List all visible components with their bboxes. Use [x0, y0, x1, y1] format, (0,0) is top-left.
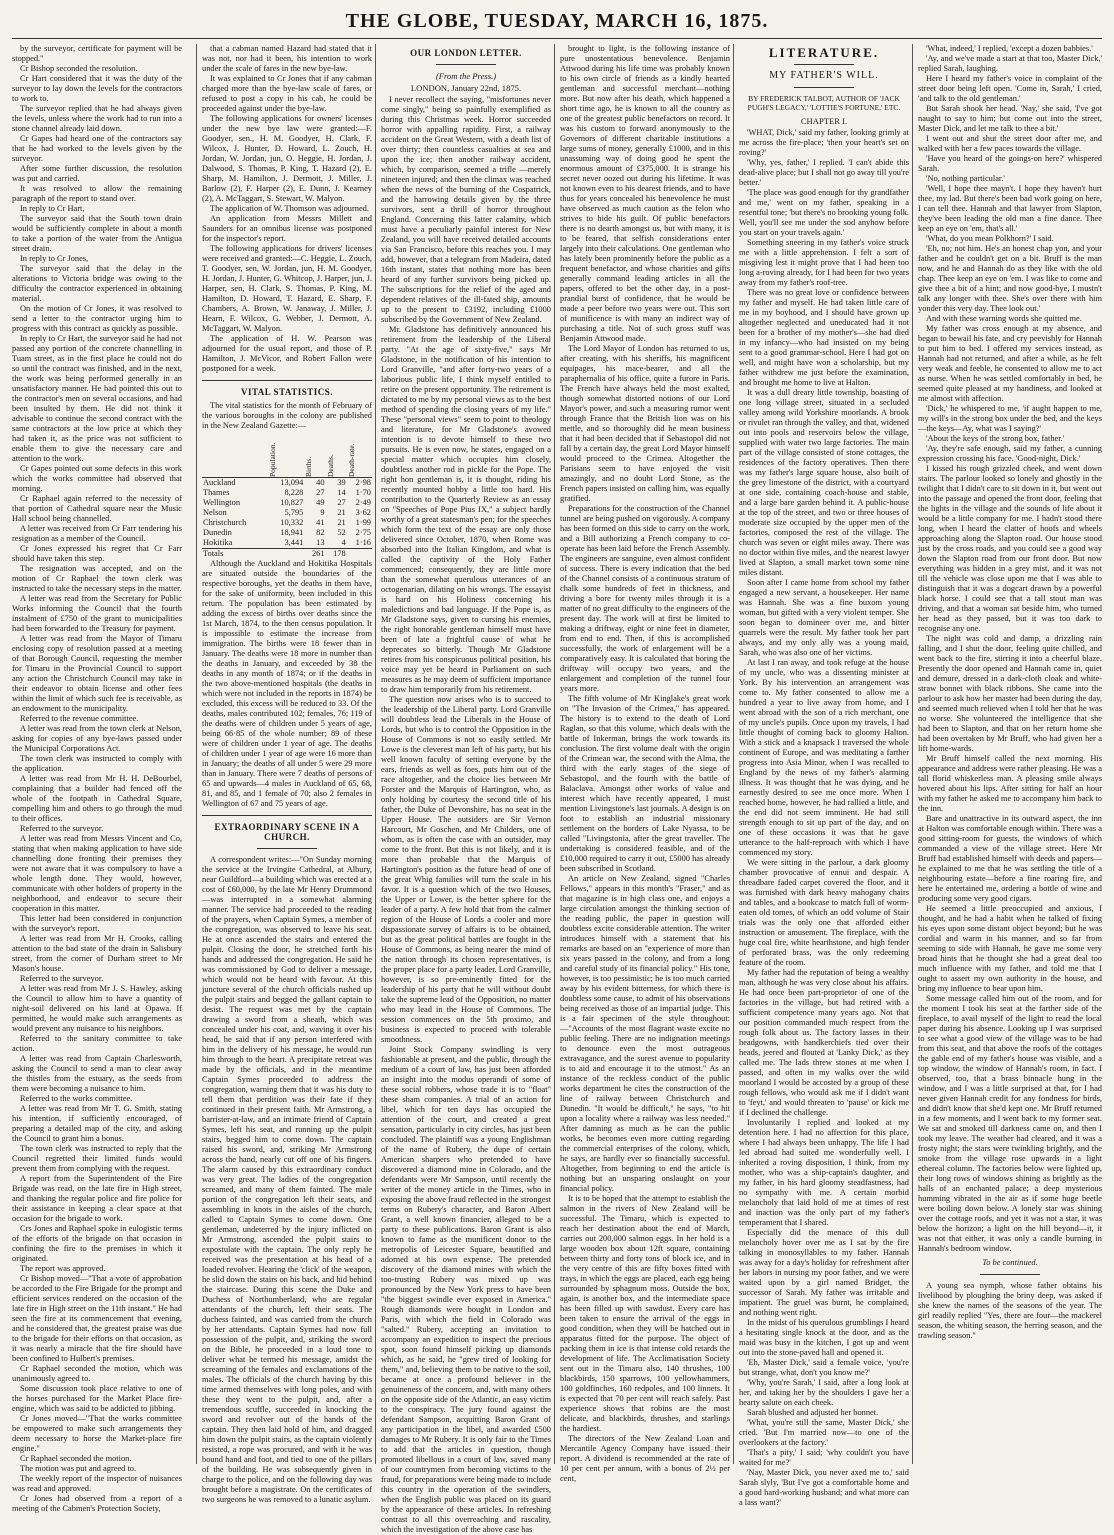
paragraph: Referred to the works committee.	[20, 1094, 133, 1103]
table-cell: 40	[316, 478, 325, 487]
headline-rule	[436, 64, 496, 65]
table-header	[202, 431, 268, 478]
paragraph: The motion was put and agreed to.	[20, 1464, 137, 1473]
paragraph: Referred to the sanitary committee to take action.	[12, 1034, 182, 1053]
table-cell	[347, 549, 372, 560]
table-cell: 2·98	[355, 478, 371, 487]
paragraph: Bare and unattractive in its outward aspect, the inn at Halton was comfortable enough within. There was a good sitting-room for guests, the windows of which commanded a view of the village street. Here Mr Bruff had established himself with deeds and papers—he explained to me that he was settling the title of a neighbouring estate—before a fine roaring fire, and here he entertained me, ordering a bottle of wine and producing some very good cigars.	[918, 814, 1102, 903]
literature-section-heading: LITERATURE.	[768, 45, 880, 60]
paragraph: The Lord Mayor of London has returned to us, after creating, with his sheriffs, his magnificent equipages, his mace-bearer, and all the paraphernalia of his office, quite a furore in Paris. The French have always held the most exalted, though somewhat distorted notions of our Lord Mayor's power, and such a measuring rumor went through France that the British lion was on his mettle, and so thoroughly did he mean business that it had been decided that if Sebastopol did not fall by a certain day, the great Lord Mayor himself would proceed to the Crimea. Altogether the Parisians seem to have enjoyed the visit amazingly, and no doubt Lord Stone, as the French papers insisted on calling him, was equally gratified.	[560, 344, 730, 503]
paragraph: 'The place was good enough for thy grandfather and me,' went on my father, speaking in a resentful tone; 'but there's no brooking young folk. Well, you'll see me under the sod anyhow before you start on your travels again.'	[739, 188, 909, 237]
paragraph: The surveyor replied that he had always given the levels, unless where the work had to run into a stone channel already laid down.	[12, 104, 182, 133]
paragraph: Preparations for the construction of the Channel tunnel are being pushed on vigorously. A company has been formed on this side to carry on the work, and a Bill authorizing a French company to co-operate has been laid before the French Assembly. The engineers are sanguine, even almost confident of success. There is every indication that the bed of the Channel consists of a continuous stratum of chalk some hundreds of feet in thickness, and driving a bore for twenty miles through it is a matter of no great difficulty to the engineers of the present day. The work will at first be limited to making a driftway, eight or nine feet in diameter, from end to end. Then, if this is accomplished successfully, the work of enlargement will be a comparatively easy. It is calculated that boring the driftway will occupy two years, and the enlargement and completion of the tunnel four years more.	[560, 504, 730, 693]
table-row	[202, 498, 372, 508]
paragraph: The application of H. W. Pearson was adjourned for the usual report, and those of P. Hamilton, J. McVicor, and Robert Fallon were postponed for a week.	[202, 334, 372, 373]
paragraph: In reply to Cr Jones,	[20, 254, 89, 263]
section-rule	[980, 1274, 1040, 1275]
paragraph: 'Ay, they're safe enough, said my father, a cunning expression crossing his face. 'Good-night, Dick.'	[918, 444, 1102, 463]
paragraph: It was a dull dreary little township, boasting of one long village street, situated in a secluded valley among wild Yorkshire moorlands. A brook or rivulet ran through the valley, and that, widened out into pools and reservoirs below the village, supplied with water two large factories. The main part of the village consisted of stone cottages, the residences of the factory operatives. Then there was my father's large square house, also built of the grey limestone of the district, with a courtyard at one side, containing coach-house and stable, and a large bare garden behind it. A public-house at the top of the street, and two or three houses of moderate size occupied by the upper men of the factories, composed the rest of the village. The church was seven or eight miles away. There was no doctor within five miles, and the nearest lawyer lived at Slapton, a small market town some nine miles distant.	[739, 388, 910, 577]
paragraph: 'Have you heard of the goings-on here?' whispered Sarah.	[918, 154, 1102, 173]
paragraph: On the motion of Cr Jones, it was resolved to send a letter to the contractor urging him to progress with this contract as quickly as possible.	[12, 304, 182, 333]
table-cell: 82	[316, 528, 325, 537]
paragraph: Although the Auckland and Hokitika Hospitals are situated outside the boundaries of the respective boroughs, yet the deaths in them have, for the sake of uniformity, been included in this return. The population has been estimated by adding the excess of births over deaths since the 1st March, 1874, to the then census population. It is impossible to estimate the increase from immigration. The births were 18 fewer than in January. The deaths were 18 more in number than the deaths in January, and exceeded by 38 the deaths in any month of 1874; or if the deaths in the two above-mentioned hospitals (the deaths in which were not included in the reports in 1874) be excluded, this excess will be reduced to 33. Of the deaths, males contributed 102; females, 76; 119 of the deaths were of children under 5 years of age, being 66·85 of the whole number; 89 of these were of children under 1 year of age. The deaths of children under 1 year of age were 16 more than in January; the deaths of all under 5 were 29 more than in January. There were 7 deaths of persons of 65 and upwards—4 males in Auckland of 65, 68, 81, and 85, and 1 female of 70; also 2 females in Wellington of 67 and 75 years of age.	[202, 559, 372, 808]
section-rule	[202, 815, 372, 816]
table-row	[202, 538, 372, 549]
paragraph: Mr Bruff himself called the next morning. His appearance and address were rather pleasing. He was a tall florid whiskerless man. A pleasing smile always hovered about his lips. After sitting for half an hour with my father he asked me to accompany him back to the inn.	[918, 754, 1102, 813]
paragraph: brought to light, is the following instance of pure unostentatious benevolence. Benjamin Attwood during his life time was probably known to his own circle of friends as a kindly hearted gentleman and successful merchant—nothing more. But now after his death, which happened a short time ago, he is known to all the country as one of the greatest public benefactors on record. It was his custom to forward anonymously to the Governors of different charitable institutions a large sums of money, generally £1000, and in this unassuming way of doing good he spent the enormous amount of £375,000. It is strange his secret never oozed out during his lifetime. It was not known even to his dearest friends, and to have thus for years concealed his benevolence he must have observed as much caution as the felon who strives to hide his guilt. Of public benefactors there is no dearth amongst us, but with many, it is to be feared, that selfish considerations enter largely into their calculations. One gentleman who has lately been prominently before the public as a frequent benefactor, and whose charities and gifts generally command leading articles in all the papers, offered to bet the other day, in a post-prandial burst of confidence, that he would be made a peer before two years were out. This sort of munificence is with many an indirect way of purchasing a title. Not of such gross stuff was Benjamin Attwood made.	[560, 44, 730, 343]
table-cell: Auckland	[203, 478, 236, 487]
paragraph: Crs Jones and Raphael spoke in eulogistic terms of the efforts of the brigade on that occasion in confining the fire to the premises in which it originated.	[12, 1224, 182, 1263]
masthead-rule	[12, 38, 1102, 39]
table-cell: 3·62	[355, 508, 371, 517]
headline-rule	[794, 64, 854, 65]
table-cell: Totals	[202, 549, 268, 560]
column-3	[381, 44, 551, 1534]
paragraph: At last I ran away, and took refuge at the house of my uncle, who was a dissenting minister at York. By his intervention an arrangement was come to. My father consented to allow me a hundred a year to live away from home, and I went abroad with the son of a rich merchant, one of my uncle's pupils. Once upon my travels, I had little thought of coming back to gloomy Halton. With a stick and a knapsack I traversed the whole continent of Europe, and was meditating a farther progress into Asia Minor, when I was recalled to England by the news of my father's alarming illness. It was thought that he was dying, and he earnestly desired to see me once more. When I reached home, however, he had rallied a little, and the end did not seem imminent. He had still strength enough to sit up part of the day, and on one of these occasions it was that he gave utterance to the half-reproach with which I have commenced my story.	[739, 658, 909, 857]
paragraph: 'What, do you mean Polkhorn?' I said.	[926, 234, 1054, 243]
paragraph: The surveyor said that the South town drain would be sufficiently complete in about a month to take a portion of the water from the Antigua street drain.	[12, 214, 182, 253]
table-row	[202, 488, 372, 498]
london-letter-headline: OUR LONDON LETTER.	[410, 48, 522, 58]
table-cell: 52	[337, 528, 346, 537]
table-row	[202, 478, 372, 489]
paragraph: 'No, nothing particular.'	[926, 174, 1005, 183]
table-cell: 2·75	[355, 528, 371, 537]
table-row	[202, 528, 372, 538]
table-cell: 41	[316, 518, 325, 527]
paragraph: The following applications for owners' licenses under the new bye law were granted:—F. Goodyer, sen., H. M. Goodyer, H. Clark, F. Wilcox, J. Hunter, D. Howard, L. Zouch, H. Jordan, W. Jordan, jun, O. Heggie, H. Jordan, J. Dalwood, S. Thomas, P. King, T. Hazard (2), E. Sharp, M. Hamilton, J. Dermott, J. Miller, J. Barlow (2), F. Harper (2), E. Dunn, J. Kearney (2), A. McTaggart, S. Stewart, W. Malyon.	[202, 114, 372, 203]
table-header	[304, 431, 325, 478]
paragraph: But Sarah shook her head. 'Nay,' she said, 'I've got naught to say to him; but come out into the street, Master Dick, and let me talk to thee a bit.'	[918, 104, 1102, 133]
paragraph: A letter was read from the Secretary for Public Works informing the Council that the fourth instalment of £750 of the grant to municipalities had been forwarded to the Treasury for payment.	[12, 594, 182, 633]
column-5	[739, 44, 910, 1507]
table-row	[202, 518, 372, 528]
paragraph: Mr. Gladstone has definitively announced his retirement from the leadership of the Liberal party. "At the age of sixty-five," says Mr Gladstone, in the notification of his intention to Lord Granville, "and after forty-two years of a laborious public life, I think myself entitled to retire on the present opportunity. The retirement is dictated to me by my personal views as to the best method of spending the closing years of my life." These "personal views" seem to point to theology and literature, for Mr Gladstone's avowed intention is to devote himself to these two pursuits. He is even now, he states, engaged on a special matter which occupies him closely, doubtless another rod in pickle for the Pope. The right hon gentleman is, it is thought, riding his recently mounted hobby a little too hard. His contribution to the Quarterly Review as an essay on "Speeches of Pope Pius IX," a subject hardly worthy of a great statesman's pen; for the speeches which form the text of the essay are only those delivered since October, 1870, when Rome was absorbed into the Italian Kingdom, and what is called the captivity of the Holy Father commenced; consequently, they are little more than the somewhat querulous utterances of an octogenarian, dilating on his wrongs. The essayist is hard on his Holiness concerning his maledictions and bad language. If the Pope is, as Mr Gladstone says, given to cursing his enemies, the right honorable gentleman himself must have been of late a frightful cause of what he deprecates so bitterly. Though Mr Gladstone retires from his conspicuous political position, his voice may yet be heard in Parliament on such measures as he may deem of sufficient importance to draw him temporarily from his retirement.	[381, 325, 551, 694]
table-cell: 4	[341, 538, 346, 547]
london-letter-article	[381, 95, 551, 1535]
church-scene-article	[202, 855, 372, 1505]
paragraph: He seemed a little preoccupied and anxious, I thought, and he had a habit when he talked of fixing his eyes upon some distant object beyond; but he was cordial and warm in his manner, and so far from seeming to side with Hannah, he gave me some very broad hints that he thought she had a great deal too much influence with my father, and told me that I ought to assert my own authority in the house, and bring my influence to bear upon him.	[918, 904, 1102, 993]
paragraph: Cr Bishop seconded the resolution.	[20, 64, 138, 73]
chapter-heading: CHAPTER I.	[800, 116, 848, 126]
paragraph: There was no great love or confidence between my father and myself. He had taken little care of me in my boyhood, and I should have grown up altogether neglected and uneducated had it not been for a brother of my mother's—she had died in my infancy—who had insisted on my being sent to a good grammar-school. Here I had got on well, and might have won a scholarship, but my father withdrew me just before the examination, and brought me home to live at Halton.	[739, 288, 909, 387]
paragraph: Cr Raphael again referred to the necessity of that portion of Cathedral square near the Music Hall school being channelled.	[12, 494, 182, 523]
newspaper-title: THE GLOBE, TUESDAY, MARCH 16, 1875.	[345, 10, 769, 32]
paragraph: The following applications for drivers' licenses were received and granted:—C. Heggie, L. Zouch, T. Goodyer, sen, W. Jordan, jun, H. M. Goodyer, H. Jordan, J. Hunter, G. Whitcop, J. Harper, jun, J. Harper, sen, H. Clark, S. Thomas, P. King, M. Hamilton, D. Howard, T. Hazard, E. Sharp, F. Chambers, A. Brown, W. Janaway, J. Miller, J. Hearn, F. Wilcox, G. Webber, J. Dermott, A. McTaggart, W. Malyon.	[202, 244, 372, 333]
paragraph: Something sneering in my father's voice struck me with a little apprehension. I felt a sort of misgiving lest it might prove that I had been too long a-roving already, for I had been for two years away from my father's roof-tree.	[739, 238, 909, 287]
paragraph: It is to be hoped that the attempt to establish the salmon in the rivers of New Zealand will be successful. The Timaru, which is expected to reach her destination about the end of March, carries out 200,000 salmon eggs. In her hold is a large wooden box about 12ft square, containing between thirty and forty tons of block ice, and in the very centre of this are fifty boxes fitted with trays, in which the eggs are placed, each egg being surrounded by sphagnum moss. Outside the box, again, is another box, and the intermediate space has been filled up with sawdust. Every care has been taken to ensure the arrival of the eggs in good condition, when they will be hatched out in apparatus fitted for the purpose. The object of packing them in ice is that intense cold retards the development of life. The Acclimatisation Society sent out in the Timaru also, 140 thrushes, 100 blackbirds, 150 sparrows, 100 yellowhammers, 100 goldfinches, 160 redpoles, and 100 linnets. It is expected that 70 per cent will reach safely. Past experience shows that robins are the most delicate, and blackbirds, thrushes, and starlings the hardiest.	[560, 1194, 730, 1433]
table-cell: 261	[304, 549, 325, 560]
filler-anecdote: A young sea nymph, whose father obtains his livelihood by ploughing the briny deep, was asked if she knew the names of the seasons of the year. The girl readily replied "Yes, there are four—the mackerel season, the whiting season, the herring season, and the trawling season."	[918, 1281, 1102, 1340]
paragraph: 'About the keys of the strong box, father.'	[926, 434, 1065, 443]
table-header-label: Deaths.	[325, 454, 335, 477]
paragraph: A letter was read from the town clerk at Nelson, asking for copies of any bye-laws passed under the Municipal Corporations Act.	[12, 724, 182, 753]
table-header	[326, 431, 347, 478]
paragraph: that a cabman named Hazard had stated that it was not, nor had it been, his intention to work under the scale of fares in the new bye-law.	[202, 44, 372, 73]
paragraph: Some message called him out of the room, and for the moment I took his seat at the farther side of the fireplace, to avail myself of the light to read the local paper during his absence. Looking up I was surprised to see what a good view of the village was to be had from this seat, and that above the roofs of the cottages the gable end of my father's house was visible, and a top window, the window of Hannah's room, in fact. I observed, too, that a brass binnacle hung in the window, and I was a little surprised at that, for I had never given Hannah credit for any fondness for birds, and didn't know that she'd kept one. Mr Bruff returned in a few moments, and I went back to my former seat. We sat and smoked till darkness came on, and then I took my leave. The weather had cleared, and it was a frosty night; the stars were twinkling brightly, and the smoke from the village rose upwards in a light ethereal column. The factories below were lighted up, their long rows of windows shining as brightly as the halls of an enchanted palace; a deep mysterious humming vibrated in the air as if some huge beetle were boiling down below. A lonely star was shining over the cottage roofs, and yet it was not a star, it was below the horizon; a light on the hill beyond—it, it was not that either, it was only a candle burning in Hannah's bedroom window.	[918, 994, 1102, 1253]
table-cell: 1·70	[355, 488, 371, 497]
paragraph: Cr Gapes pointed out some defects in this work which the works committee had observed that morning.	[12, 464, 182, 493]
paragraph: A correspondent writes:—"On Sunday morning the service at the Irvingite Cathedral, at Albury, near Guildford—a building which was erected at a cost of £60,000, by the late Mr Henry Drummond—was interrupted in a somewhat alarming manner. The service had proceeded to the reading of the prayers, when Captain Symes, a member of the congregation, was observed to leave his seat. He at once ascended the stairs and entered the pulpit. Closing the door, he stretched forth his hands and addressed the congregation. He said he was commissioned by God to deliver a message, which would not be heard with favour. At this juncture several of the church officials rushed up the pulpit stairs and begged the gallant captain to desist. The request was met by the captain drawing a sword from a sheath, which was concealed under his coat, and, waving it over his head, he said that if any person interfered with him in the delivery of his message, he would run him through to the heart. A precipitate retreat was made by the officials, and in the meantime Captain Symes proceeded to address the congregation, warning them that it was his duty to tell them that perdition was their fate if they continued in their present faith. Mr Armstrong, a barrister-at-law, and an intimate friend of Captain Symes, left his seat, and running up the pulpit stairs, begged him to come down. The captain raised his sword, and, striking Mr Armstrong across the hand, nearly cut off one of his fingers. The alarm caused by this extraordinary conduct was very great. The ladies of the congregation screamed, and many of them fainted. The male portion of the congregation left their seats, and assembling in knots in the aisles of the church, called to Captain Symes to come down. One gentleman, undeterred by the injury inflicted on Mr Armstrong, ascended the pulpit stairs to expostulate with the captain. The only reply he received was the presentation at his head of a loaded revolver. Hearing the 'click' of the weapon, he slid down the stairs on his back, and hid behind the staircase. During this scene the Duke and Duchess of Northumberland, who are regular attendants of the church, left their seats. The duchess fainted, and was carried from the church by her attendants. Captain Symes had now full possession of the pulpit, and, striking the sword on the Bible, he proceeded in a loud tone to deliver what he termed his message, amidst the screaming of the females and exclamations of the males. The officials of the church having by this time armed themselves with long poles, and with these they went to the pulpit, and, after a tremendous scuffle, succeeded in knocking the sword and revolver out of the hands of the captain. They then laid hold of him, and dragged him down the pulpit stairs, as the captain violently resisted, a rope was procured, and with it he was bound hand and foot, and tied to one of the pillars of the building. He was subsequently given in charge to the police, and on the following day was brought before a magistrate. On the certificates of two surgeons he was removed to a lunatic asylum.	[202, 855, 372, 1504]
paragraph: Sarah blushed and adjusted her bonnet.	[747, 1408, 879, 1417]
paragraph: Cr Jones expressed his regret that Cr Farr should have taken this step.	[12, 544, 182, 563]
table-cell: 10,332	[280, 518, 304, 527]
paragraph: Cr Jones moved—"That the works committee be empowered to make such arrangements they deem necessary to horse the Market-place fire engine."	[12, 1414, 182, 1453]
paragraph: It was explained to Cr Jones that if any cabman charged more than the bye-law scale of fares, or refused to post a copy in his cab, he could be proceeded against under the bye-law.	[202, 74, 372, 113]
table-header	[268, 431, 304, 478]
vital-statistics-article	[202, 559, 372, 809]
table-cell: 1·99	[355, 518, 371, 527]
paragraph: 'Ay, and we've made a start at that too, Master Dick,' replied Sarah, laughing.	[918, 54, 1102, 73]
paragraph: 'Dick,' he whispered to me, 'if aught happen to me, my will's in the strong box under the bed, and the keys—the keys—Ay, what was I saying?'	[918, 404, 1102, 433]
paragraph: In the midst of his querulous grumblings I heard a hesitating single knock at the door, and as the maid was busy in the kitchen, I got up and went out into the stone-paved hall and opened it.	[739, 1318, 909, 1357]
paragraph: Referred to the surveyor.	[20, 824, 104, 833]
paragraph: A letter was read from Mr H. Crooks, calling attention to the bad state of the drain in Salisbury street, from the corner of Durham street to Mr Mason's house.	[12, 934, 182, 973]
masthead	[0, 0, 1114, 40]
paragraph: My father had the reputation of being a wealthy man, although he was very close about his affairs. He had once been part-proprietor of one of the factories in the village, but had retired with a sufficient competence many years ago. Not that our position commanded much respect from the rough folk about us. The factory lasses in their headgowns, with handkerchiefs tied over their heads, jeered and flouted at 'Lanky Dick,' as they called me. The lads threw stones at me when I passed, and often in my walks over the wild moorland I would be accosted by a group of these rough fellows, who would ask me if I didn't want to 'feyt,' and would threaten to 'pause' or kick me if I declined the challenge.	[739, 968, 909, 1117]
paragraph: Soon after I came home from school my father engaged a new servant, a housekeeper. Her name was Hannah. She was a fine buxom young woman, but gifted with a very violent temper. She soon began to domineer over me, and bitter quarrels were the result. My father took her part always, and my only ally was a young maid, Sarah, who was also one of her victims.	[739, 578, 909, 657]
paragraph: 'Eh, no; not him. He's an honest chap yon, and your father and he couldn't get on a bit. Bruff is the man now, and he and Hannah do as they like with the old chap. Thee keep an eye on 'em. I was like to come and give thee a bit of a hint; and now good-bye, I mustn't talk any longer with thee. She's over there with him yonder this very day. Thee look out.'	[918, 244, 1102, 313]
london-letter-dateline: LONDON, January 22nd, 1875.	[410, 83, 522, 93]
story-continuation	[918, 44, 1102, 1254]
table-cell: 2·49	[355, 498, 371, 507]
table-row	[202, 508, 372, 518]
table-header-label: Births.	[304, 456, 314, 477]
paragraph: Cr Gapes had heard one of the contractors say that he had worked to the levels given by the surveyor.	[12, 134, 182, 163]
paragraph: Some discussion took place relative to one of the horses purchased for the Market Place fire-engine, which was said to be addicted to jibbing.	[12, 1384, 182, 1413]
paragraph: 'That's a pity,' I said; 'why couldn't you have waited for me?'	[739, 1448, 909, 1467]
paragraph: Referred to the surveyor.	[20, 974, 104, 983]
page-columns	[12, 44, 1102, 1534]
london-letter-source: (From the Press.)	[435, 71, 497, 81]
paragraph: The directors of the New Zealand Loan and Mercantile Agency Company have issued their report. A dividend is recommended at the rate of 10 per cent per annum, with a bonus of 2½ per cent,	[560, 1434, 730, 1483]
vital-statistics-intro: The vital statistics for the month of February of the various boroughs in the colony are published in the New Zealand Gazette:—	[202, 401, 372, 430]
paragraph: 'WHAT, Dick,' said my father, looking grimly at me across the fire-place; 'then your heart's set on roving?'	[739, 128, 909, 157]
paragraph: The resignation was accepted, and on the motion of Cr Raphael the town clerk was instructed to take the necessary steps in the matter.	[12, 564, 182, 593]
paragraph: My father was cross enough at my absence, and began to bewail his fate, and cry peevishly for Hannah to put him to bed. I offered my services instead, as Hannah had not returned, and after a while, as he felt very weak and feeble, he consented to allow me to act as nurse. When he was settled comfortably in bed, he seemed quite pleased at my handiness, and looked at me almost with affection.	[918, 324, 1102, 403]
table-cell: 178	[326, 549, 347, 560]
story-text	[739, 128, 909, 1508]
paragraph: Here I heard my father's voice in complaint of the street door being left open. 'Come in, Sarah,' I cried, 'and talk to the old gentleman.'	[918, 74, 1102, 103]
column-2	[202, 44, 372, 1504]
table-cell: 27	[337, 498, 346, 507]
column-4	[560, 44, 730, 1483]
table-cell: Wellington	[203, 498, 241, 507]
paragraph: Cr Hart considered that it was the duty of the surveyor to lay down the levels for the contractors to work to.	[12, 74, 182, 103]
paragraph: A letter was read from Mr J. S. Hawley, asking the Council to allow him to have a quantity of night-soil delivered on his land at Opawa. If permitted, he would make such arrangements as would prevent any nuisance to his neighbors.	[12, 984, 182, 1033]
paragraph: Cr Raphael seconded the motion, which was unanimously agreed to.	[12, 1364, 182, 1383]
headline-rule	[257, 848, 317, 849]
paragraph: A report from the Superintendent of the Fire Brigade was read, on the late fire in High street, and thanking the regular police and fire police for their assistance in keeping a clear space at that occasion for the brigade to work.	[12, 1174, 182, 1223]
paragraph: I went out and shut the street door after me, and walked with her a few paces towards the village.	[918, 134, 1102, 153]
story-byline: BY FREDERICK TALBOT, AUTHOR OF 'JACK PUGH'S LEGACY,' 'LOTTIE'S FORTUNE,' ETC.	[747, 94, 901, 112]
table-cell: 13,094	[280, 478, 304, 487]
paragraph: The question now arises who is to succeed to the leadership of the Liberal party. Lord Granville will doubtless lead the Liberals in the House of Lords, but who is to control the Opposition in the House of Commons is not so easily settled. Mr Lowe is the cleverest man left of his party, but his well known faculty of setting everyone by the ears, friends as well as foes, puts him out of the race altogether, and the choice lies between Mr Forster and the Marquis of Hartington, who, as only holding by courtesy the second title of his father, the Duke of Devonshire, has no seat in the Upper House. The outsiders are Sir Vernon Harcourt, Mr Goschen, and Mr Childers, one of whom, as is often the case with an outsider, may come to the front. But this is not likely, and it is more than probable that the Marquis of Hartington's position as the future head of one of the great Whig families will turn the scale in his favor. It is a question which of the two Houses, the Upper or Lower, is the better sphere for the leader of a party. A few hold that from the calmer region of the House of Lords a cooler and more dispassionate survey of affairs is to be obtained, but as the great political battles are fought in the House of Commons, as being nearer the mind of the nation through its chosen representatives, is the proper place for a party leader. Lord Granville, however, is so pre-eminently fitted for the leadership of his party that he will without doubt take the supreme lead of the Opposition, no matter who may lead in the House of Commons. The session commences on the 5th proximo, and business is expected to proceed with tolerable smoothness.	[381, 695, 551, 1044]
church-scene-headline: EXTRAORDINARY SCENE IN A CHURCH.	[214, 822, 360, 842]
table-cell: Hokitika	[203, 538, 233, 547]
table-cell: 5,795	[284, 508, 304, 517]
table-cell: 21	[337, 518, 346, 527]
paragraph: In reply to Cr Hart, the surveyor said he had not passed any portion of the concrete channelling in Tuam street, as in the first place he could not do so until the contract was finished, and in the next, the work was being performed generally in an unsatisfactory manner. He had pointed this out to the contractor's men on several occasions, and had been insulted by them. He did not think it advisable to continue the second contract with the same contractors at the low price at which they had taken it, as the price was not sufficient to enable them to give the necessary care and attention to the work.	[12, 334, 182, 463]
paragraph: This letter had been considered in conjunction with the surveyor's report.	[12, 914, 182, 933]
section-rule	[202, 380, 372, 381]
paragraph: Involuntarily I replied and looked at my detention here. I had no affection for this place, where I had always been unhappy. The life I had led abroad had suited me wonderfully well. I inherited a roving disposition, I think, from my mother, who was a ship-captain's daughter, and my father, in his hard gloomy steadfastness, had no sympathy with me. A certain morbid melancholy that laid hold of me at times of rest and inaction was the only part of my father's temperament that I shared.	[739, 1118, 909, 1227]
table-total-row	[202, 549, 372, 560]
paragraph: Cr Jones had observed from a report of a meeting of the Cabmen's Protection Society,	[12, 1494, 182, 1513]
paragraph: A letter was read from Mr H. H. DeBourbel, complaining that a builder had fenced off the whole of the footpath in Cathedral Square, compelling him and others to go through the mud to their offices.	[12, 774, 182, 823]
paragraph: Especially did the menace of this dull melancholy hover over me as I sat by the fire talking in monosyllables to my father. Hannah was away for a day's holiday for refreshment after her labors in nursing my poor father, and we were waited upon by a girl named Bridget, the successor of Sarah. My father was irritable and impatient. The gruel was burnt, he complained, and nothing went right.	[739, 1228, 909, 1317]
vital-statistics-table	[202, 431, 372, 559]
table-cell: 10,827	[280, 498, 304, 507]
paragraph: 'What, indeed,' I replied, 'except a dozen babbies.'	[926, 44, 1093, 53]
table-header	[347, 431, 372, 478]
table-cell: 8,228	[284, 488, 304, 497]
paragraph: 'Why, yes, father,' I replied. 'I can't abide this dead-alive place; but I shall not go away till you're better.'	[739, 158, 909, 187]
paragraph: We were sitting in the parlour, a dark gloomy chamber provocative of ennui and despair. A threadbare faded carpet covered the floor, and it was furnished with dark heavy mahogany chairs and tables, and a bookcase to match full of worm-eaten old tomes, of which an odd volume of Stair trials was the only one that afforded either instruction or amusement. The fireplace, with the huge coal fire, white hearthstone, and high fender of perforated brass, was the only redeeming feature of the room.	[739, 858, 909, 967]
table-cell: Christchurch	[203, 518, 247, 527]
table-cell: 9	[320, 508, 325, 517]
paragraph: The night was cold and damp, a drizzling rain falling, and I shut the door, feeling quite chilled, and went back to the fire, stirring it into a cheerful blaze. Presently the door opened and Hannah came in, quiet and demure, dressed in a dark-cloth cloak and white-straw bonnet with black ribbons. She came into the parlour to ask how her master had been during the day, and seemed much relieved when I told her that he was no worse. She volunteered the intelligence that she had been to Slapton, and that on her return home she had been overtaken by Mr Bruff, who had given her a lift home-wards.	[918, 634, 1102, 753]
paragraph: And with these warning words she quitted me.	[926, 314, 1082, 323]
paragraph: I never recollect the saying, "misfortunes never come singly," being so painfully exemplified as during this Christmas week. Horror succeeded horror with appalling rapidity. First, a railway accident on the Great Western, with a death list of over thirty; then countless casualties at sea and upon the ice; then another railway accident, which, by comparison, seemed a trifle —merely nineteen injured; and then the climax was reached when the news of the burning of the Cospatrick, and the harrowing details given by the three survivors, sent a thrill of horror throughout England. Concerning this latter calamity, which must have a peculiarly painful interest for New Zealand, you will have received detailed accounts via San Francisco, before this reaches you. I may add, however, that a telegram from Madeira, dated 16th instant, states that nothing more has been heard of any further survivors being picked up. The subscriptions for the relief of the aged and dependent relatives of the ill-fated ship, amounts up to the present to £3192, including £1000 subscribed by the Government of New Zealand.	[381, 95, 551, 324]
column-1	[12, 44, 182, 1513]
paragraph: The report was approved.	[20, 1264, 106, 1273]
paragraph: 'What, you're still the same, Master Dick,' she cried. 'But I'm married now—to one of the overlookers at the factory.'	[739, 1418, 909, 1447]
paragraph: Cr Bishop moved—"That a vote of approbation be accorded to the Fire Brigade for the prompt and efficient services rendered on the occasion of the late fire in High street on the 11th instant." He had seen the fire at its commencement that evening, and he considered that, the greatest praise was due to the brigade for their efforts on that occasion, as it was nearly a miracle that the fire should have been confined to Hulbert's premises.	[12, 1274, 182, 1363]
paragraph: 'Well, I hope thee mayn't. I hope they haven't hurt thee, my lad. But there's been bad work going on here, I can tell thee. Hannah and that lawyer from Slapton, they've been leading the old man a fine dance. Thee keep an eye on 'em, that's all.'	[918, 184, 1102, 233]
paragraph: 'Nay, Master Dick, you never axed me to,' said Sarah slyly, 'But I've got a comfortable home and a good hard-working husband; and what more can a lass want?'	[739, 1468, 909, 1507]
cab-licenses-article	[202, 44, 372, 374]
table-cell: 13	[316, 538, 325, 547]
table-cell: 27	[316, 488, 325, 497]
table-cell: 3,441	[284, 538, 304, 547]
paragraph: A letter was received from Cr Farr tendering his resignation as a member of the Council.	[12, 524, 182, 543]
paragraph: An application from Messrs Millett and Saunders for an omnibus license was postponed for the inspector's report.	[202, 214, 372, 243]
paragraph: A letter was read from Captain Charlesworth, asking the Council to send a man to clear away the thistles from the estuary, as the seeds from them were becoming a nuisance to him.	[12, 1054, 182, 1093]
table-cell: Nelson	[203, 508, 227, 517]
table-cell: 18,941	[280, 528, 304, 537]
vital-statistics-headline: VITAL STATISTICS.	[240, 387, 334, 397]
paragraph: The town clerk was instructed to reply that the Council regretted their limited funds would prevent them from complying with the request.	[12, 1144, 182, 1173]
table-cell: 1·16	[355, 538, 371, 547]
paragraph: I kissed his rough grizzled cheek, and went down stairs. The parlour looked so lonely and ghostly in the twilight that I didn't care to sit down in it, but went out into the passage and opened the front door, feeling that the lights in the village and the sounds of life about it would be a little company for me. I hadn't stood there long, when I heard the clatter of hoofs and wheels approaching along the Slapton road. Our house stood just by the cross roads, and you could see a good way down the Slapton road from our front door. But now everything was hidden in a grey mist, and it was not till the vehicle was close upon me that I was able to distinguish that it was a dogcart drawn by a powerful black horse. I could see that a tall stout man was driving, and that a woman sat beside him, who turned her head as they passed, but it was too dark to recognise any one.	[918, 464, 1102, 633]
paragraph: Referred to the revenue committee.	[20, 714, 139, 723]
paragraph: A letter was read from Messrs Vincent and Co, stating that when making application to have side channelling done fronting their premises they were not aware that it was compulsory to have a whole length done. They would, however, communicate with other holders of property in the neighborhood, and endeavor to secure their cooperation in this matter.	[12, 834, 182, 913]
paragraph: The application of W. Thomson was adjourned.	[210, 204, 369, 213]
headline-rule	[794, 87, 854, 88]
table-cell	[268, 549, 304, 560]
table-cell: 39	[337, 478, 346, 487]
paragraph: After some further discussion, the resolution was put and carried.	[12, 164, 182, 183]
paragraph: In reply to Cr Hart,	[20, 204, 85, 213]
to-be-continued: To be continued.	[982, 1258, 1038, 1267]
table-cell: 14	[337, 488, 346, 497]
paragraph: 'Why, you're Sarah,' I said, after a long look at her, and taking her by the shoulders I gave her a hearty salute on each cheek.	[739, 1378, 909, 1407]
table-header-label: Death-rate.	[346, 443, 356, 477]
story-title: MY FATHER'S WILL.	[769, 70, 879, 81]
paragraph: Cr Raphael seconded the motion.	[20, 1454, 132, 1463]
paragraph: The fifth volume of Mr Kinglake's great work on "The Invasion of the Crimea," has appeared. The history is to extend to the death of Lord Raglan, so that this volume, which deals with the battle of Inkerman, brings the work towards its conclusion. The first volume dealt with the origin of the Crimean war, the second with the Alma, the third with the early stages of the siege of Sebastopol, and the fourth with the battle of Balaclava. Amongst other works of value and interest which have recently appeared, I must mention Livingstone's last journals. A design is on foot to establish an industrial missionary settlement on the borders of Lake Nyassa, to be called "Livingstonia, after the great traveller. The undertaking is considered feasible, and of the £10,000 required to carry it out, £5000 has already been subscribed in Scotland.	[560, 694, 730, 873]
column-6	[918, 44, 1102, 1464]
table-cell: 49	[316, 498, 325, 507]
paragraph: The town clerk was instructed to comply with the application.	[12, 754, 182, 773]
paragraph: It was resolved to allow the remaining paragraph of the report to stand over.	[12, 184, 182, 203]
paragraph: by the surveyor, certificate for payment will be stopped."	[12, 44, 182, 63]
table-cell: Thames	[203, 488, 230, 497]
paragraph: The weekly report of the inspector of nuisances was read and approved.	[12, 1474, 182, 1493]
paragraph: 'Eh, Master Dick,' said a female voice, 'you're but strange, what, don't you know me?'	[739, 1358, 909, 1377]
paragraph: The surveyor said that the delay in the alterations to Victoria bridge was owing to the difficulty the contractor experienced in obtaining material.	[12, 264, 182, 303]
table-cell: 21	[337, 508, 346, 517]
paragraph: A letter was read from the Mayor of Timaru enclosing copy of resolution passed at a meeting of that Borough Council, requesting the member for Timaru in the Provincial Council to support any action the Christchurch Council may take in their endeavor to obtain license and other fees within the limit of which such fee is receivable, as an endowment to the municipality.	[12, 634, 182, 713]
table-header-label: Population.	[267, 442, 277, 477]
paragraph: Joint Stock Company swindling is very fashionable at present, and the public, through the medium of a court of law, has just been afforded an insight into the modus operandi of some of these social robbers, whose trade it is to "float" these sham companies. A trial of an action for libel, which for ten days has occupied the attention of the court, and created a great sensation, particularly in city circles, has just been concluded. The plaintiff was a young Englishman of the name of Rubery, the dupe of certain American sharpers who pretended to have discovered a diamond mine in Colorado, and the defendants were Mr Sampson, until recently the writer of the money article in the Times, who in exposing the above fraud reflected in the strongest terms on Rubery's character, and Baron Albert Grant, a well known financier, alleged to be a party to these publications. Baron Grant is also known to fame as the munificent donor to the metropolis of Leicester Square, beautified and adorned at his own expense. The pretended discovery of the diamond mines with which the too-trusting Rubery was mixed up was pronounced by the New York press to have been "the biggest swindle ever exposed in America." Rough diamonds were bought in London and Paris, with which the field in Colorado was "salted." Rubery, accepting an invitation to accompany an expedition to inspect the precious spot, soon found himself picking up diamonds which, as he said, he "grew tired of looking for them," and, believing them to be native to the soil, became at once a profound believer in the genuineness of the concern, and, with many others on the opposite side of the Atlantic, an easy victim to the conspiracy. The jury found against the defendant Sampson, acquitting Baron Grant of any participation in the libel, and awarded £500 damages to Mr Rubery. It is only fair to the Times to add that the articles in question, though promoted libellous in a court of law, saved many of our countrymen from becoming victims to the fraud, for preparations were being made to include this country in the operation of the swindlers, when the English public was placed on its guard by the appearance of these articles. In refreshing contrast to all this overreaching and rascality, which the investigation of the above case has	[381, 1045, 551, 1534]
table-cell: Dunedin	[203, 528, 232, 537]
paragraph: An article on New Zealand, signed "Charles Fellows," appears in this month's "Fraser," and as that magazine is in high class one, and enjoys a large circulation amongst the thinking section of the reading public, the paper in question will doubtless excite considerable attention. The writer introduces himself with a statement that his remarks are based on an "experience of more than six years passed in the colony, and from a long and careful study of its financial policy." His tone, however, is too pessimistic; he is too much carried away by his evident bitterness, for which there is doubtless some cause, to admit of his observations being received as those of an impartial judge. This is a fair specimen of the style throughout:—"Accounts of the most flagrant waste excite no public feeling. There are no indignation meetings to denounce even the most outrageous extravagance, and the surest avenue to popularity is to aid and encourage it to the utmost." As an instance of the reckless conduct of the public works department he cites the construction of the line of railway between Christchurch and Dunedin. "It would be difficult," he says, "to hit upon a locality where a railway was less needed." After damning as much as he can the public works, he becomes even more cutting regarding the commercial enterprises of the colony, which, he says, are hardly ever so financially successful. Altogether, from beginning to end the article is nothing but an unsparing onslaught on your financial policy.	[560, 874, 730, 1193]
paragraph: A letter was read from Mr T. G. Smith, stating his intention, if sufficiently encouraged, of preparing a detailed map of the city, and asking the Council to grant him a bonus.	[12, 1104, 182, 1143]
